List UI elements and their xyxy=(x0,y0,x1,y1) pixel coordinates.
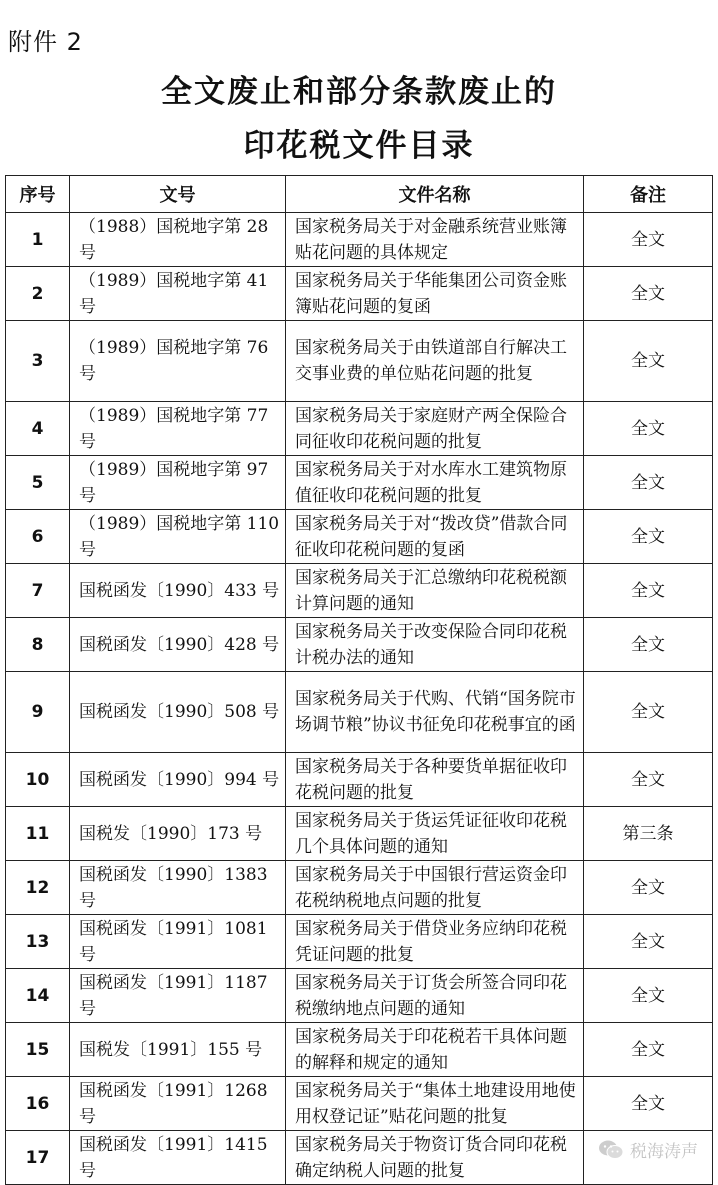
wechat-watermark xyxy=(598,1137,698,1162)
row-document-number: 国税函发〔1990〕1383 号 xyxy=(70,861,286,915)
row-remark: 全文 xyxy=(584,456,713,510)
row-remark: 全文 xyxy=(584,1023,713,1077)
table-row xyxy=(6,1023,713,1077)
row-document-name: 国家税务局关于由铁道部自行解决工交事业费的单位贴花问题的批复 xyxy=(286,321,584,402)
row-remark: 全文 xyxy=(584,915,713,969)
document-list-table xyxy=(5,175,713,1185)
row-serial-number: 5 xyxy=(6,456,70,510)
table-body xyxy=(6,213,713,1185)
table-row xyxy=(6,672,713,753)
table-row xyxy=(6,267,713,321)
row-document-number: 国税函发〔1991〕1268 号 xyxy=(70,1077,286,1131)
table-row xyxy=(6,564,713,618)
row-remark: 全文 xyxy=(584,861,713,915)
row-document-number: 国税函发〔1990〕433 号 xyxy=(70,564,286,618)
row-serial-number: 15 xyxy=(6,1023,70,1077)
row-document-name: 国家税务局关于对金融系统营业账簿贴花问题的具体规定 xyxy=(286,213,584,267)
row-document-number: （1989）国税地字第 110 号 xyxy=(70,510,286,564)
document-title-line1: 全文废止和部分条款废止的 xyxy=(161,74,557,110)
table-row xyxy=(6,915,713,969)
document-title-line2: 印花税文件目录 xyxy=(243,128,475,164)
row-document-number: （1989）国税地字第 77 号 xyxy=(70,402,286,456)
row-document-name: 国家税务局关于“集体土地建设用地使用权登记证”贴花问题的批复 xyxy=(286,1077,584,1131)
row-serial-number: 7 xyxy=(6,564,70,618)
table-row xyxy=(6,969,713,1023)
row-remark: 全文 xyxy=(584,672,713,753)
row-remark: 全文 xyxy=(584,1077,713,1131)
table-row xyxy=(6,456,713,510)
header-serial-number: 序号 xyxy=(6,176,70,213)
row-remark: 全文 xyxy=(584,618,713,672)
row-remark: 全文 xyxy=(584,753,713,807)
attachment-label: 附件 2 xyxy=(8,28,83,56)
table-row xyxy=(6,618,713,672)
row-document-number: 国税函发〔1991〕1081 号 xyxy=(70,915,286,969)
table-row xyxy=(6,861,713,915)
row-remark: 全文 xyxy=(584,213,713,267)
table-row xyxy=(6,753,713,807)
row-remark: 全文 xyxy=(584,510,713,564)
row-serial-number: 9 xyxy=(6,672,70,753)
table-row xyxy=(6,1077,713,1131)
row-serial-number: 6 xyxy=(6,510,70,564)
row-remark: 全文 xyxy=(584,564,713,618)
row-document-name: 国家税务局关于各种要货单据征收印花税问题的批复 xyxy=(286,753,584,807)
table-row xyxy=(6,807,713,861)
row-document-number: 国税发〔1990〕173 号 xyxy=(70,807,286,861)
row-document-number: （1989）国税地字第 76 号 xyxy=(70,321,286,402)
row-document-number: （1989）国税地字第 97 号 xyxy=(70,456,286,510)
row-document-number: （1989）国税地字第 41 号 xyxy=(70,267,286,321)
row-document-name: 国家税务局关于代购、代销“国务院市场调节粮”协议书征免印花税事宜的函 xyxy=(286,672,584,753)
row-document-name: 国家税务局关于借贷业务应纳印花税凭证问题的批复 xyxy=(286,915,584,969)
table-header-row xyxy=(6,176,713,213)
row-serial-number: 1 xyxy=(6,213,70,267)
row-remark: 全文 xyxy=(584,402,713,456)
row-serial-number: 13 xyxy=(6,915,70,969)
row-serial-number: 2 xyxy=(6,267,70,321)
row-serial-number: 8 xyxy=(6,618,70,672)
row-document-name: 国家税务局关于对“拨改贷”借款合同征收印花税问题的复函 xyxy=(286,510,584,564)
header-remark: 备注 xyxy=(584,176,713,213)
table-row xyxy=(6,213,713,267)
row-remark: 第三条 xyxy=(584,807,713,861)
header-document-name: 文件名称 xyxy=(286,176,584,213)
row-serial-number: 10 xyxy=(6,753,70,807)
row-serial-number: 12 xyxy=(6,861,70,915)
row-document-name: 国家税务局关于中国银行营运资金印花税纳税地点问题的批复 xyxy=(286,861,584,915)
row-document-name: 国家税务局关于订货会所签合同印花税缴纳地点问题的通知 xyxy=(286,969,584,1023)
row-remark: 全文 xyxy=(584,969,713,1023)
row-document-name: 国家税务局关于家庭财产两全保险合同征收印花税问题的批复 xyxy=(286,402,584,456)
row-document-number: 国税函发〔1991〕1415 号 xyxy=(70,1131,286,1185)
row-document-name: 国家税务局关于对水库水工建筑物原值征收印花税问题的批复 xyxy=(286,456,584,510)
row-document-number: 国税函发〔1991〕1187 号 xyxy=(70,969,286,1023)
table-row xyxy=(6,510,713,564)
row-document-name: 国家税务局关于印花税若干具体问题的解释和规定的通知 xyxy=(286,1023,584,1077)
row-document-number: 国税发〔1991〕155 号 xyxy=(70,1023,286,1077)
row-serial-number: 14 xyxy=(6,969,70,1023)
row-document-number: （1988）国税地字第 28 号 xyxy=(70,213,286,267)
table-row xyxy=(6,321,713,402)
row-document-name: 国家税务局关于物资订货合同印花税确定纳税人问题的批复 xyxy=(286,1131,584,1185)
table-row xyxy=(6,402,713,456)
row-document-name: 国家税务局关于华能集团公司资金账簿贴花问题的复函 xyxy=(286,267,584,321)
row-document-number: 国税函发〔1990〕508 号 xyxy=(70,672,286,753)
row-serial-number: 3 xyxy=(6,321,70,402)
row-serial-number: 16 xyxy=(6,1077,70,1131)
header-document-number: 文号 xyxy=(70,176,286,213)
row-serial-number: 11 xyxy=(6,807,70,861)
row-remark: 全文 xyxy=(584,267,713,321)
row-document-number: 国税函发〔1990〕428 号 xyxy=(70,618,286,672)
row-document-name: 国家税务局关于货运凭证征收印花税几个具体问题的通知 xyxy=(286,807,584,861)
row-document-number: 国税函发〔1990〕994 号 xyxy=(70,753,286,807)
row-document-name: 国家税务局关于改变保险合同印花税计税办法的通知 xyxy=(286,618,584,672)
row-serial-number: 4 xyxy=(6,402,70,456)
row-serial-number: 17 xyxy=(6,1131,70,1185)
row-document-name: 国家税务局关于汇总缴纳印花税税额计算问题的通知 xyxy=(286,564,584,618)
watermark-text: 税海涛声 xyxy=(630,1142,698,1162)
row-remark: 全文 xyxy=(584,321,713,402)
wechat-icon xyxy=(598,1139,624,1161)
